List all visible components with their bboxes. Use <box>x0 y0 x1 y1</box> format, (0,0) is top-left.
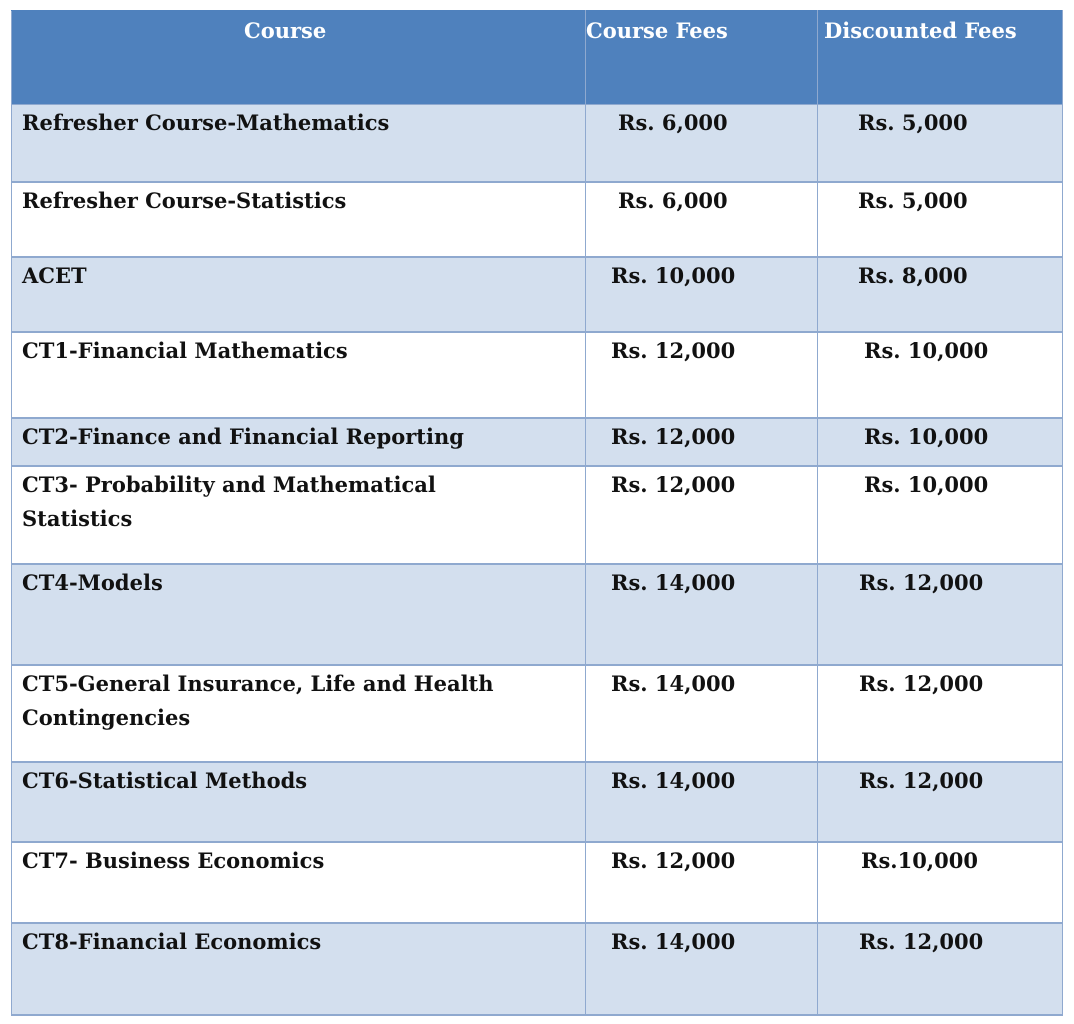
cell-course: Refresher Course-Statistics <box>12 182 586 257</box>
cell-course: Refresher Course-Mathematics <box>12 105 586 182</box>
cell-discounted-fees: Rs. 12,000 <box>818 923 1063 1015</box>
cell-discounted-fees: Rs. 8,000 <box>818 257 1063 332</box>
cell-discounted-fees: Rs. 12,000 <box>818 564 1063 665</box>
table-row <box>12 923 1063 1015</box>
cell-course-fees: Rs. 14,000 <box>586 762 818 842</box>
table-row <box>12 332 1063 418</box>
table-row <box>12 418 1063 466</box>
table-row <box>12 105 1063 182</box>
cell-course: CT6-Statistical Methods <box>12 762 586 842</box>
cell-discounted-fees: Rs.10,000 <box>818 842 1063 923</box>
cell-course-fees: Rs. 12,000 <box>586 332 818 418</box>
course-fees-table <box>11 10 1063 1016</box>
cell-discounted-fees: Rs. 10,000 <box>818 332 1063 418</box>
table-row <box>12 564 1063 665</box>
cell-course-fees: Rs. 6,000 <box>586 182 818 257</box>
cell-course-fees: Rs. 14,000 <box>586 665 818 762</box>
cell-course: ACET <box>12 257 586 332</box>
table-row <box>12 182 1063 257</box>
cell-course-fees: Rs. 14,000 <box>586 564 818 665</box>
cell-course-fees: Rs. 12,000 <box>586 466 818 564</box>
table-row <box>12 466 1063 564</box>
cell-discounted-fees: Rs. 5,000 <box>818 182 1063 257</box>
table-row <box>12 842 1063 923</box>
cell-discounted-fees: Rs. 5,000 <box>818 105 1063 182</box>
cell-course: CT5-General Insurance, Life and Health Contingencies <box>12 665 586 762</box>
table-row <box>12 762 1063 842</box>
cell-discounted-fees: Rs. 12,000 <box>818 665 1063 762</box>
cell-course: CT3- Probability and Mathematical Statistics <box>12 466 586 564</box>
cell-discounted-fees: Rs. 12,000 <box>818 762 1063 842</box>
cell-course: CT4-Models <box>12 564 586 665</box>
cell-discounted-fees: Rs. 10,000 <box>818 466 1063 564</box>
cell-discounted-fees: Rs. 10,000 <box>818 418 1063 466</box>
cell-course: CT8-Financial Economics <box>12 923 586 1015</box>
header-course-fees: Course Fees <box>586 11 818 105</box>
table-row <box>12 257 1063 332</box>
table-header-row <box>12 11 1063 105</box>
cell-course-fees: Rs. 12,000 <box>586 842 818 923</box>
cell-course-fees: Rs. 14,000 <box>586 923 818 1015</box>
cell-course: CT7- Business Economics <box>12 842 586 923</box>
header-course: Course <box>12 11 586 105</box>
cell-course: CT2-Finance and Financial Reporting <box>12 418 586 466</box>
cell-course-fees: Rs. 12,000 <box>586 418 818 466</box>
table-row <box>12 665 1063 762</box>
cell-course-fees: Rs. 10,000 <box>586 257 818 332</box>
header-discounted-fees: Discounted Fees <box>818 11 1063 105</box>
cell-course: CT1-Financial Mathematics <box>12 332 586 418</box>
cell-course-fees: Rs. 6,000 <box>586 105 818 182</box>
